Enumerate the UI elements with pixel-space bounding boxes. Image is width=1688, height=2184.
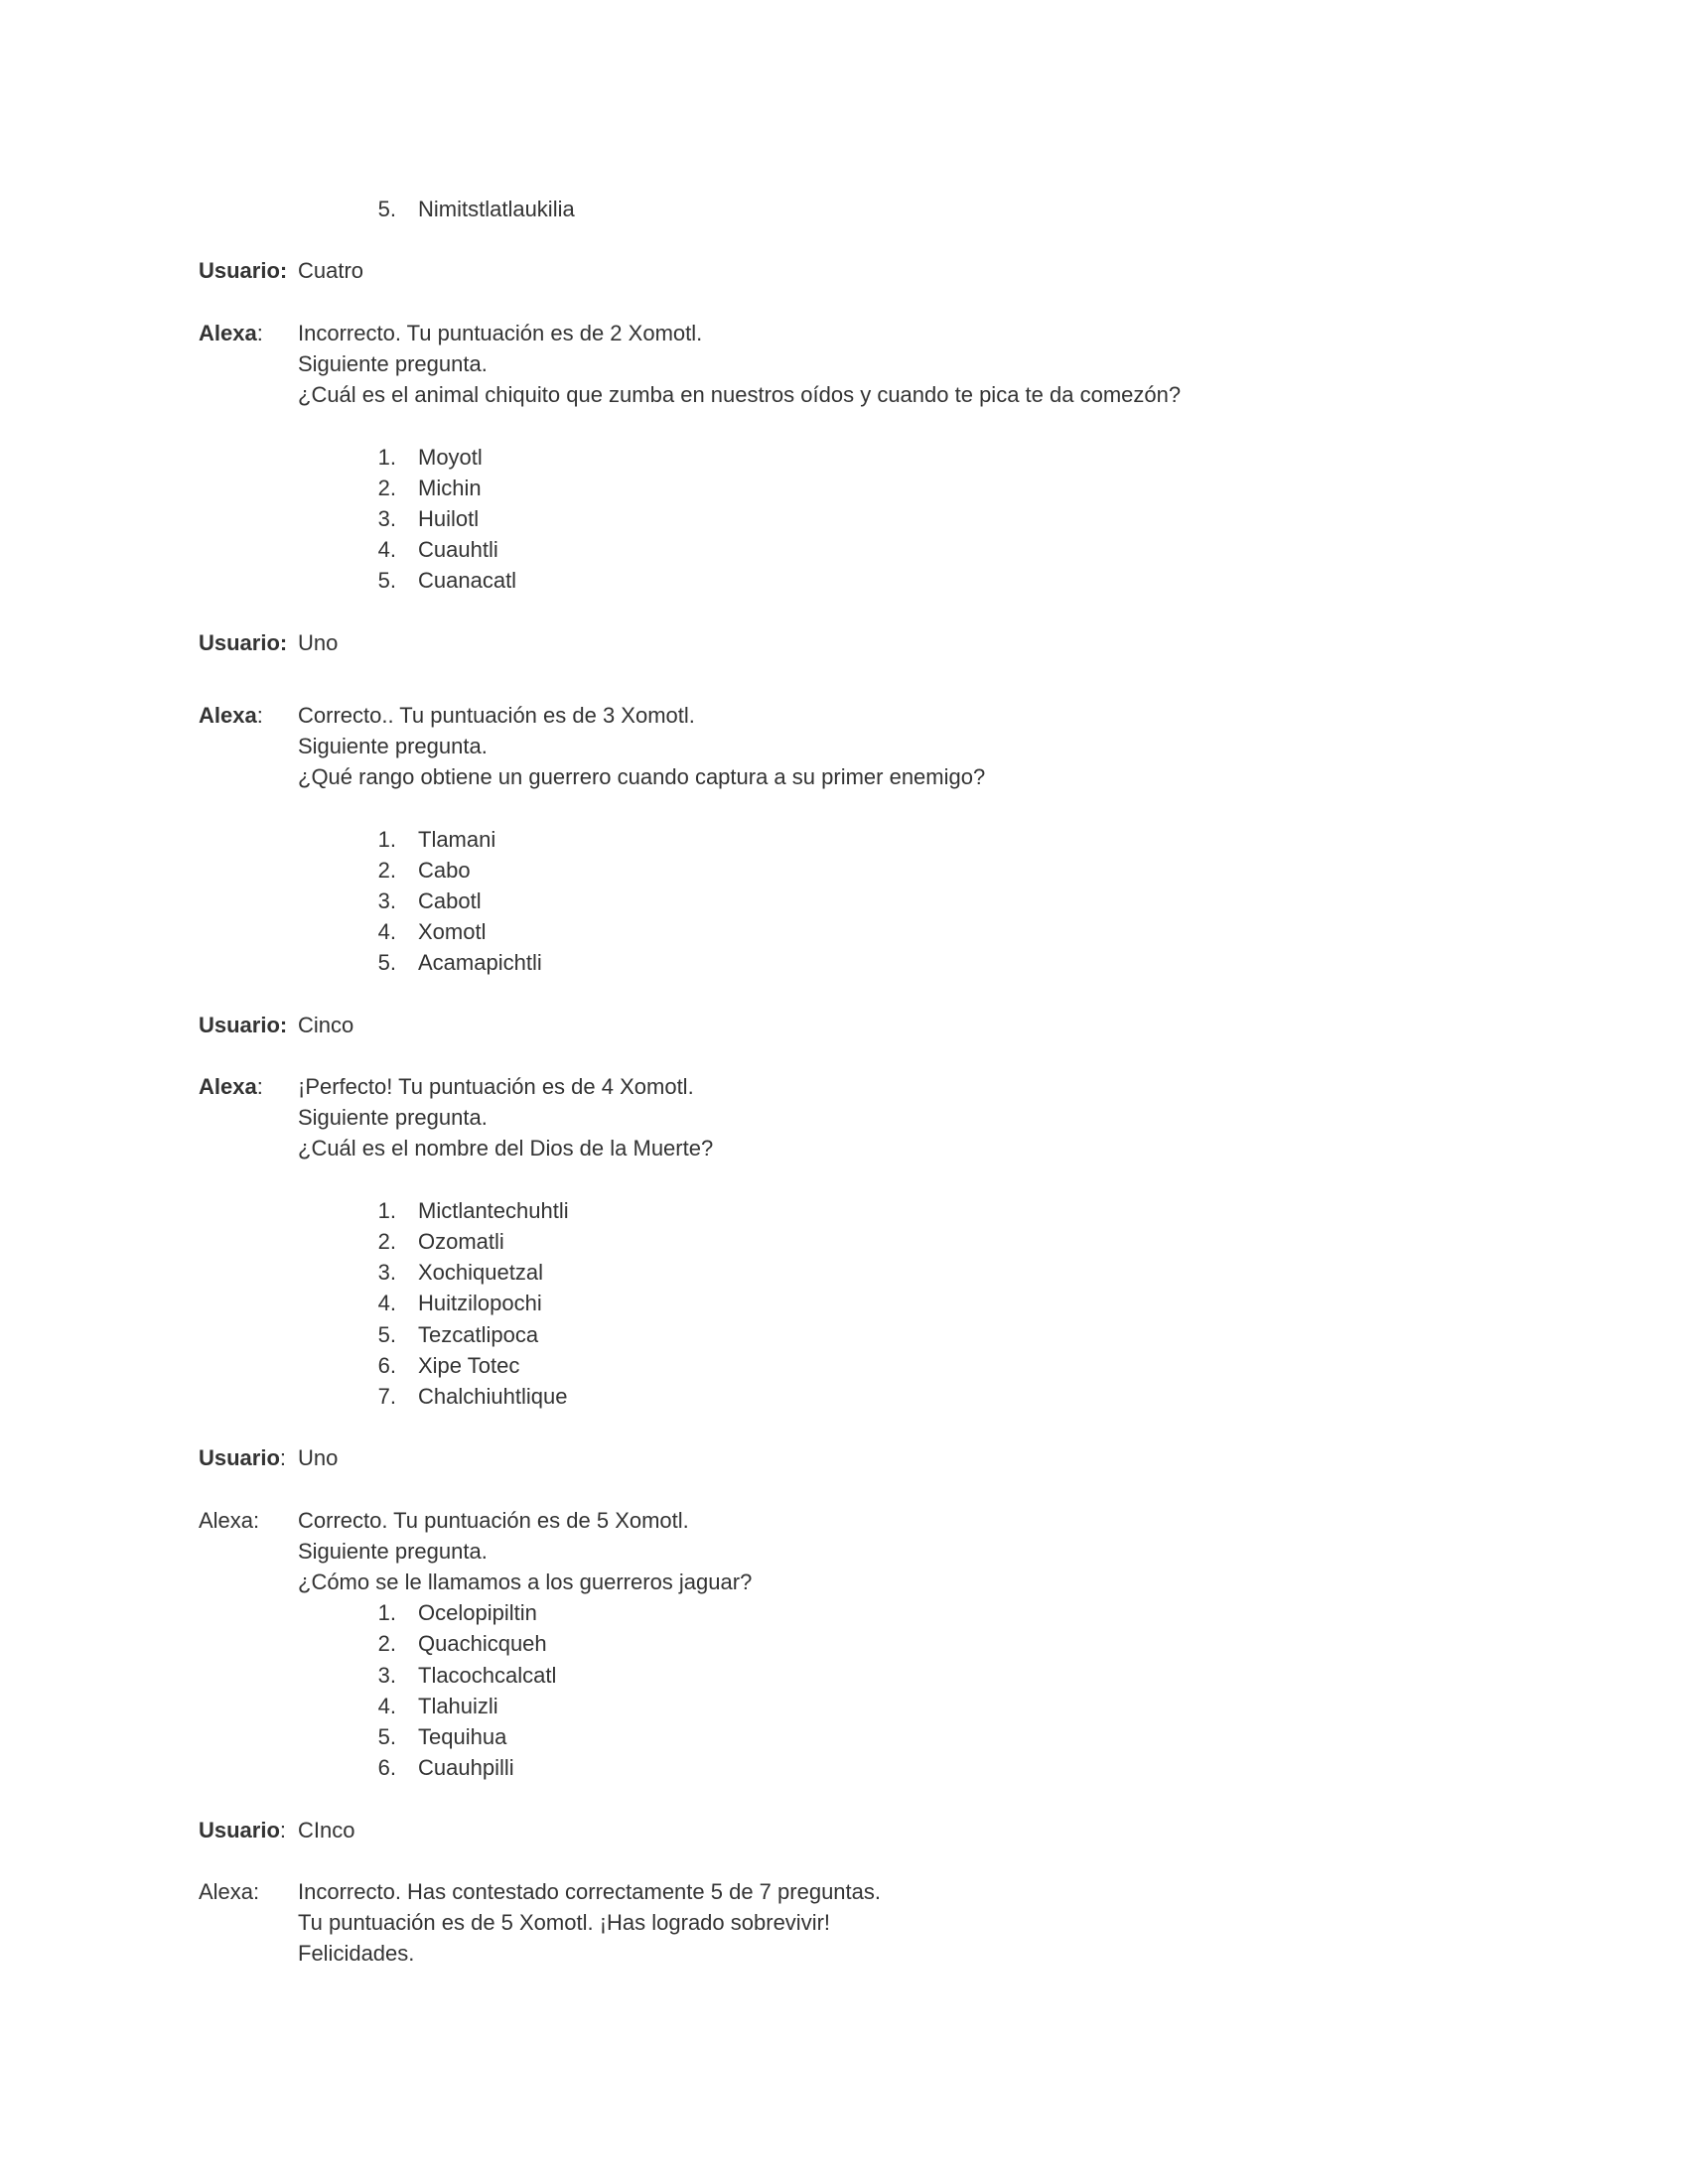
dialogue-transcript [199, 194, 1489, 1970]
option-text: Cuauhpilli [418, 1755, 514, 1781]
spacer [199, 596, 1489, 626]
speaker-label [199, 318, 298, 348]
answer-option [199, 1660, 1489, 1691]
speaker-colon: : [279, 1012, 288, 1037]
option-text: Nimitstlatlaukilia [418, 197, 575, 221]
turn-line [199, 1010, 1489, 1040]
option-text: Xochiquetzal [418, 1260, 543, 1286]
speaker-colon: : [279, 258, 288, 284]
speaker-label [199, 255, 298, 286]
answer-option [199, 1721, 1489, 1752]
utterance-text: Correcto.. Tu puntuación es de 3 Xomotl. [298, 702, 695, 728]
speaker-name: Usuario [199, 629, 280, 655]
option-number: 5. [377, 197, 396, 221]
speaker-label [199, 1815, 298, 1845]
utterance-text: ¿Qué rango obtiene un guerrero cuando captura a su primer enemigo? [298, 764, 986, 790]
spacer [199, 287, 1489, 318]
option-text: Xipe Totec [418, 1352, 520, 1378]
option-number: 1. [377, 1600, 396, 1626]
option-text: Huitzilopochi [418, 1291, 542, 1316]
option-number: 1. [377, 444, 396, 470]
spacer [199, 1783, 1489, 1814]
answer-option [199, 1257, 1489, 1288]
option-text: Huilotl [418, 505, 480, 531]
spacer [199, 792, 1489, 823]
utterance-text: Incorrecto. Tu puntuación es de 2 Xomotl. [298, 320, 703, 345]
turn-line [199, 1815, 1489, 1845]
user-turn [199, 627, 1489, 658]
turn-line [199, 627, 1489, 658]
user-turn [199, 255, 1489, 286]
speaker-name: Alexa [199, 1878, 254, 1904]
option-text: Quachicqueh [418, 1631, 547, 1657]
option-text: Cabotl [418, 887, 482, 913]
turn-line [199, 1505, 1489, 1536]
alexa-turn [199, 318, 1489, 411]
alexa-turn [199, 1505, 1489, 1598]
alexa-turn [199, 1071, 1489, 1164]
turn-line [199, 1133, 1489, 1163]
option-number: 3. [377, 887, 396, 913]
option-number: 2. [377, 1631, 396, 1657]
answer-option [199, 194, 1489, 224]
speaker-colon: : [256, 702, 263, 728]
option-text: Xomotl [418, 919, 487, 945]
answer-option [199, 1319, 1489, 1350]
option-number: 3. [377, 505, 396, 531]
speaker-name: Usuario [199, 1445, 280, 1471]
turn-line [199, 1567, 1489, 1597]
utterance-text: CInco [298, 1817, 355, 1843]
option-text: Mictlantechuhtli [418, 1197, 569, 1223]
speaker-name: Alexa [199, 320, 257, 345]
answer-option [199, 473, 1489, 503]
answer-option [199, 1288, 1489, 1318]
option-number: 2. [377, 1229, 396, 1254]
answer-option [199, 1628, 1489, 1659]
speaker-colon: : [253, 1878, 260, 1904]
spacer [199, 410, 1489, 441]
alexa-turn [199, 1876, 1489, 1970]
option-number: 3. [377, 1662, 396, 1688]
turn-line [199, 1102, 1489, 1133]
spacer [199, 658, 1489, 700]
speaker-colon: : [279, 629, 288, 655]
user-turn [199, 1442, 1489, 1473]
speaker-name: Usuario [199, 1817, 280, 1843]
answer-option [199, 565, 1489, 596]
option-number: 1. [377, 1197, 396, 1223]
utterance-text: ¿Cómo se le llamamos a los guerreros jaguar? [298, 1570, 753, 1595]
option-number: 1. [377, 826, 396, 852]
answer-option [199, 947, 1489, 978]
speaker-label [199, 1505, 298, 1536]
answer-option [199, 534, 1489, 565]
spacer [199, 1845, 1489, 1876]
speaker-label [199, 1876, 298, 1907]
turn-line [199, 700, 1489, 731]
utterance-text: Siguiente pregunta. [298, 734, 488, 758]
turn-line [199, 255, 1489, 286]
utterance-text: Siguiente pregunta. [298, 350, 488, 376]
option-number: 7. [377, 1383, 396, 1409]
speaker-label [199, 700, 298, 731]
turn-line [199, 731, 1489, 761]
spacer [199, 1040, 1489, 1071]
turn-line [199, 318, 1489, 348]
answer-option [199, 1691, 1489, 1721]
option-number: 5. [377, 568, 396, 594]
utterance-text: Siguiente pregunta. [298, 1538, 488, 1564]
option-text: Cabo [418, 857, 471, 883]
option-text: Cuauhtli [418, 537, 498, 563]
answer-option [199, 1597, 1489, 1628]
option-number: 4. [377, 1693, 396, 1718]
utterance-text: Felicidades. [298, 1941, 415, 1967]
utterance-text: Cinco [298, 1012, 354, 1037]
speaker-label [199, 1442, 298, 1473]
speaker-label [199, 1010, 298, 1040]
option-number: 6. [377, 1755, 396, 1781]
speaker-label [199, 1071, 298, 1102]
speaker-name: Usuario [199, 1012, 280, 1037]
speaker-colon: : [253, 1507, 260, 1533]
spacer [199, 1474, 1489, 1505]
utterance-text: ¿Cuál es el nombre del Dios de la Muerte? [298, 1136, 714, 1161]
speaker-name: Alexa [199, 702, 257, 728]
turn-line [199, 348, 1489, 379]
answer-option [199, 442, 1489, 473]
answer-option [199, 916, 1489, 947]
option-text: Chalchiuhtlique [418, 1383, 568, 1409]
utterance-text: Correcto. Tu puntuación es de 5 Xomotl. [298, 1507, 689, 1533]
turn-line [199, 1536, 1489, 1567]
utterance-text: Uno [298, 629, 339, 655]
user-turn [199, 1815, 1489, 1845]
option-number: 2. [377, 857, 396, 883]
option-text: Moyotl [418, 444, 483, 470]
speaker-colon: : [256, 1074, 263, 1100]
spacer [199, 1412, 1489, 1442]
option-text: Tequihua [418, 1724, 507, 1749]
answer-option [199, 855, 1489, 886]
option-text: Acamapichtli [418, 950, 542, 976]
utterance-text: Cuatro [298, 258, 364, 284]
utterance-text: ¡Perfecto! Tu puntuación es de 4 Xomotl. [298, 1074, 694, 1100]
option-text: Tlacochcalcatl [418, 1662, 557, 1688]
utterance-text: Uno [298, 1445, 339, 1471]
speaker-name: Alexa [199, 1074, 257, 1100]
option-number: 6. [377, 1352, 396, 1378]
answer-option [199, 1350, 1489, 1381]
answer-option [199, 1381, 1489, 1412]
option-text: Michin [418, 475, 482, 500]
spacer [199, 979, 1489, 1010]
user-turn [199, 1010, 1489, 1040]
answer-option [199, 1195, 1489, 1226]
turn-line [199, 1876, 1489, 1907]
answer-option [199, 1752, 1489, 1783]
option-number: 5. [377, 950, 396, 976]
speaker-colon: : [256, 320, 263, 345]
option-number: 5. [377, 1724, 396, 1749]
speaker-colon: : [279, 1817, 287, 1843]
option-text: Tlahuizli [418, 1693, 498, 1718]
turn-line [199, 379, 1489, 410]
turn-line [199, 1071, 1489, 1102]
option-text: Cuanacatl [418, 568, 517, 594]
speaker-name: Alexa [199, 1507, 254, 1533]
option-number: 3. [377, 1260, 396, 1286]
option-text: Ozomatli [418, 1229, 504, 1254]
utterance-text: Tu puntuación es de 5 Xomotl. ¡Has logrado sobrevivir! [298, 1910, 831, 1936]
option-text: Tlamani [418, 826, 496, 852]
spacer [199, 1164, 1489, 1195]
option-text: Tezcatlipoca [418, 1321, 539, 1347]
answer-option [199, 503, 1489, 534]
option-number: 4. [377, 537, 396, 563]
alexa-turn [199, 700, 1489, 793]
option-number: 5. [377, 1321, 396, 1347]
speaker-name: Usuario [199, 258, 280, 284]
turn-line [199, 1938, 1489, 1969]
option-number: 2. [377, 475, 396, 500]
turn-line [199, 1907, 1489, 1938]
option-number: 4. [377, 1291, 396, 1316]
speaker-colon: : [279, 1445, 287, 1471]
utterance-text: Siguiente pregunta. [298, 1105, 488, 1131]
turn-line [199, 761, 1489, 792]
answer-option [199, 824, 1489, 855]
answer-option [199, 886, 1489, 916]
answer-option [199, 1226, 1489, 1257]
spacer [199, 224, 1489, 255]
speaker-label [199, 627, 298, 658]
turn-line [199, 1442, 1489, 1473]
option-text: Ocelopipiltin [418, 1600, 537, 1626]
option-number: 4. [377, 919, 396, 945]
utterance-text: ¿Cuál es el animal chiquito que zumba en nuestros oídos y cuando te pica te da comezón? [298, 382, 1182, 408]
utterance-text: Incorrecto. Has contestado correctamente 5 de 7 preguntas. [298, 1878, 881, 1904]
